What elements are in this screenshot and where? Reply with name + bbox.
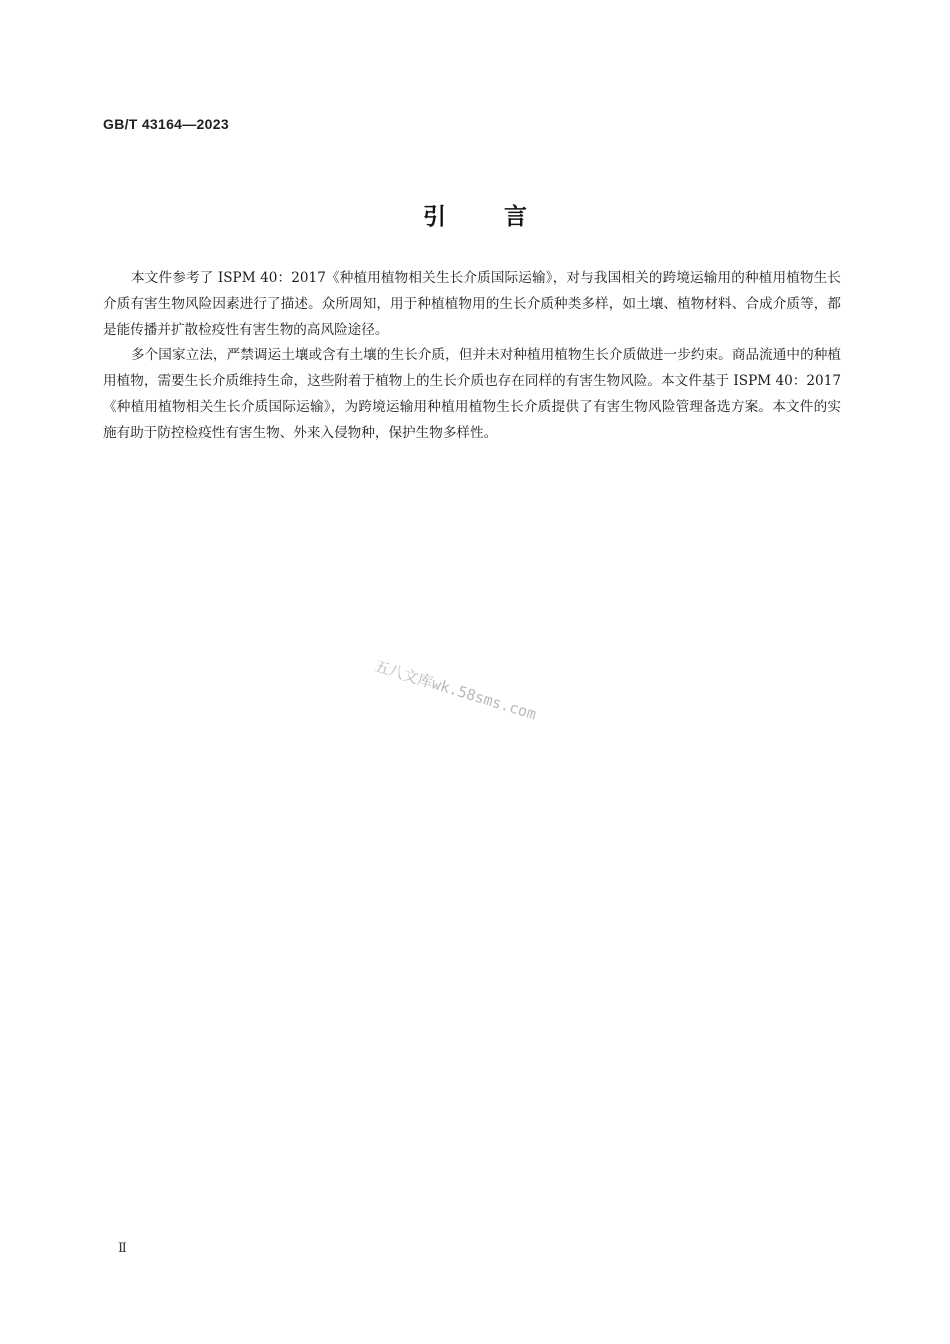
paragraph-2: 多个国家立法，严禁调运土壤或含有土壤的生长介质，但并未对种植用植物生长介质做进一步约束。商品流通中的种植用植物，需要生长介质维持生命，这些附着于植物上的生长介质也存在同样的有害生物风险。本文件基于 ISPM 40：2017《种植用植物相关生长介质国际运输》，为跨境运输用种植用植物生长介质提供了有害生物风险管理备选方案。本文件的实施有助于防控检疫性有害生物、外来入侵物种，保护生物多样性。: [103, 347, 841, 441]
body-text: [103, 266, 841, 447]
paragraph-1: 本文件参考了 ISPM 40：2017《种植用植物相关生长介质国际运输》，对与我国相关的跨境运输用的种植用植物生长介质有害生物风险因素进行了描述。众所周知，用于种植植物用的生长介质种类多样，如土壤、植物材料、合成介质等，都是能传播并扩散检疫性有害生物的高风险途径。: [103, 270, 841, 338]
page-number: Ⅱ: [118, 1241, 127, 1256]
watermark: 五八文库wk.58sms.com: [372, 656, 539, 724]
document-code: GB/T 43164—2023: [103, 116, 229, 132]
section-title: 引言: [423, 204, 585, 230]
